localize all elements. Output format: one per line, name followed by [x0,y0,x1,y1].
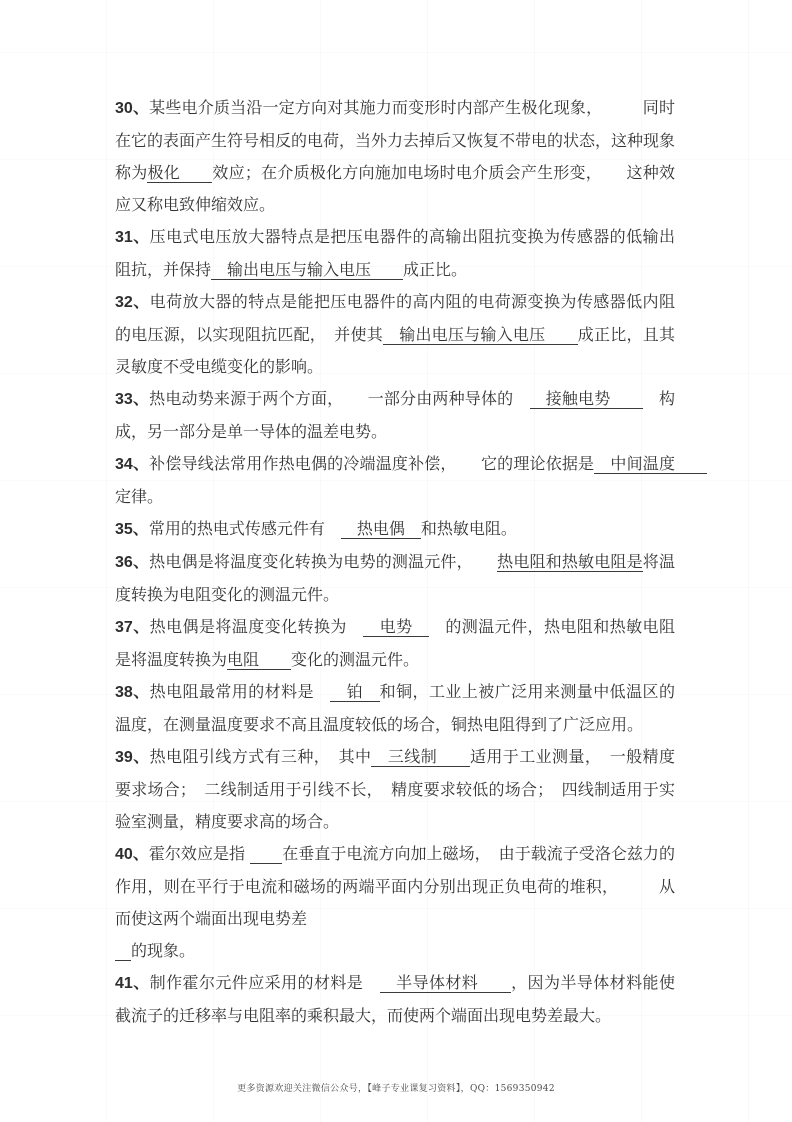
question-text: 压电式电压放大器特点是把压电器件的高输出阻抗变换为传感器的低输出阻抗，并保持 [115,227,675,279]
question-number: 41、 [115,975,150,992]
answer-blank: 半导体材料 [379,973,512,992]
question-30 [115,92,675,221]
question-text: 适用于工业测量， 一般精度要求场合； 二线制适用于引线不长， 精度要求较低的场合； 四线制适用于实验室测量，精度要求高的场合。 [115,747,675,831]
answer-blank: 电阻 [227,650,292,669]
question-text: 热电偶是将温度变化转换为电势的测温元件， [149,552,498,571]
question-number: 30、 [115,100,150,117]
question-34 [115,448,707,513]
question-text: 变化的测温元件。 [291,650,420,669]
footer-note: 更多资源欢迎关注微信公众号，【峰子专业课复习资料】，QQ：1569350942 [237,1084,555,1094]
question-number: 40、 [115,846,149,863]
answer-blank: 中间温度 [594,454,707,473]
question-text: 热电阻最常用的材料是 [149,682,331,701]
question-number: 38、 [115,684,150,701]
question-text: 将温度转换为电阻变化的测温元件。 [115,552,675,604]
question-number: 39、 [115,749,150,766]
answer-blank: 接触电势 [529,389,643,408]
question-37 [115,611,675,676]
question-32 [115,286,675,383]
questions-container [115,92,707,1032]
question-text: 常用的热电式传感元件有 [148,519,341,538]
question-36 [115,546,675,611]
answer-blank: 电势 [363,617,429,636]
question-38 [115,676,675,741]
answer-blank: 铂 [330,682,380,701]
question-text: 热电偶是将温度变化转换为 [149,617,364,636]
answer-blank: 极化 [147,163,213,182]
question-text: ，因为半导体材料能使截流子的迁移率与电阻率的乘积最大，而使两个端面出现电势差最大。 [115,973,675,1025]
question-text: 制作霍尔元件应采用的材料是 [149,973,380,992]
question-text: 热电阻引线方式有三种， 其中 [149,747,372,766]
question-number: 32、 [115,294,150,311]
question-number: 34、 [115,456,150,473]
question-39 [115,741,675,838]
question-number: 37、 [115,619,150,636]
answer-blank: 输出电压与输入电压 [211,260,404,279]
question-text: 在垂直于电流方向加上磁场， 由于载流子受洛仑兹力的作用，则在平行于电流和磁场的两端平面内分别出现正负电荷的堆积， 从而使这两个端面出现电势差 [115,844,675,928]
question-text: 成正比，且其灵敏度不受电缆变化的影响。 [115,325,675,376]
question-text: 和热敏电阻。 [420,519,517,538]
question-35 [115,513,675,546]
question-40 [115,838,675,967]
question-text: 和铜，工业上被广泛用来测量中低温区的温度，在测量温度要求不高且温度较低的场合，铜热电阻得到了广泛应用。 [115,682,675,734]
question-number: 33、 [115,391,150,408]
question-31 [115,221,675,286]
answer-blank [115,941,131,961]
question-33 [115,383,675,448]
question-number: 31、 [115,229,150,246]
answer-blank: 三线制 [371,747,470,766]
question-text: 成正比。 [403,260,468,279]
answer-blank: 输出电压与输入电压 [382,325,578,344]
question-text: 补偿导线法常用作热电偶的冷端温度补偿， 它的理论依据是 [149,454,595,473]
question-text: 的现象。 [131,941,196,960]
question-41 [115,967,675,1032]
answer-blank: 热电偶 [340,519,421,538]
question-text: 霍尔效应是指 [148,844,251,863]
question-text: 电荷放大器的特点是能把压电器件的高内阻的电荷源变换为传感器低内阻的电压源，以实现阻抗匹配， 并使其 [115,292,675,344]
question-number: 35、 [115,521,149,538]
answer-blank [250,844,282,864]
answer-blank: 热电阻和热敏电阻是 [497,552,643,571]
question-text: 的测温元件，热电阻和热敏电阻是将温度转换为 [115,617,675,669]
question-text: 效应；在介质极化方向施加电场时电介质会产生形变， 这种效应又称电致伸缩效应。 [115,163,675,214]
question-text: 热电动势来源于两个方面， 一部分由两种导体的 [149,389,530,408]
question-text: 定律。 [115,487,164,506]
question-text: 某些电介质当沿一定方向对其施力而变形时内部产生极化现象， 同时在它的表面产生符号相反的电荷，当外力去掉后又恢复不带电的状态，这种现象称为 [115,98,676,182]
question-text: 构成，另一部分是单一导体的温差电势。 [115,389,675,441]
question-number: 36、 [115,554,150,571]
